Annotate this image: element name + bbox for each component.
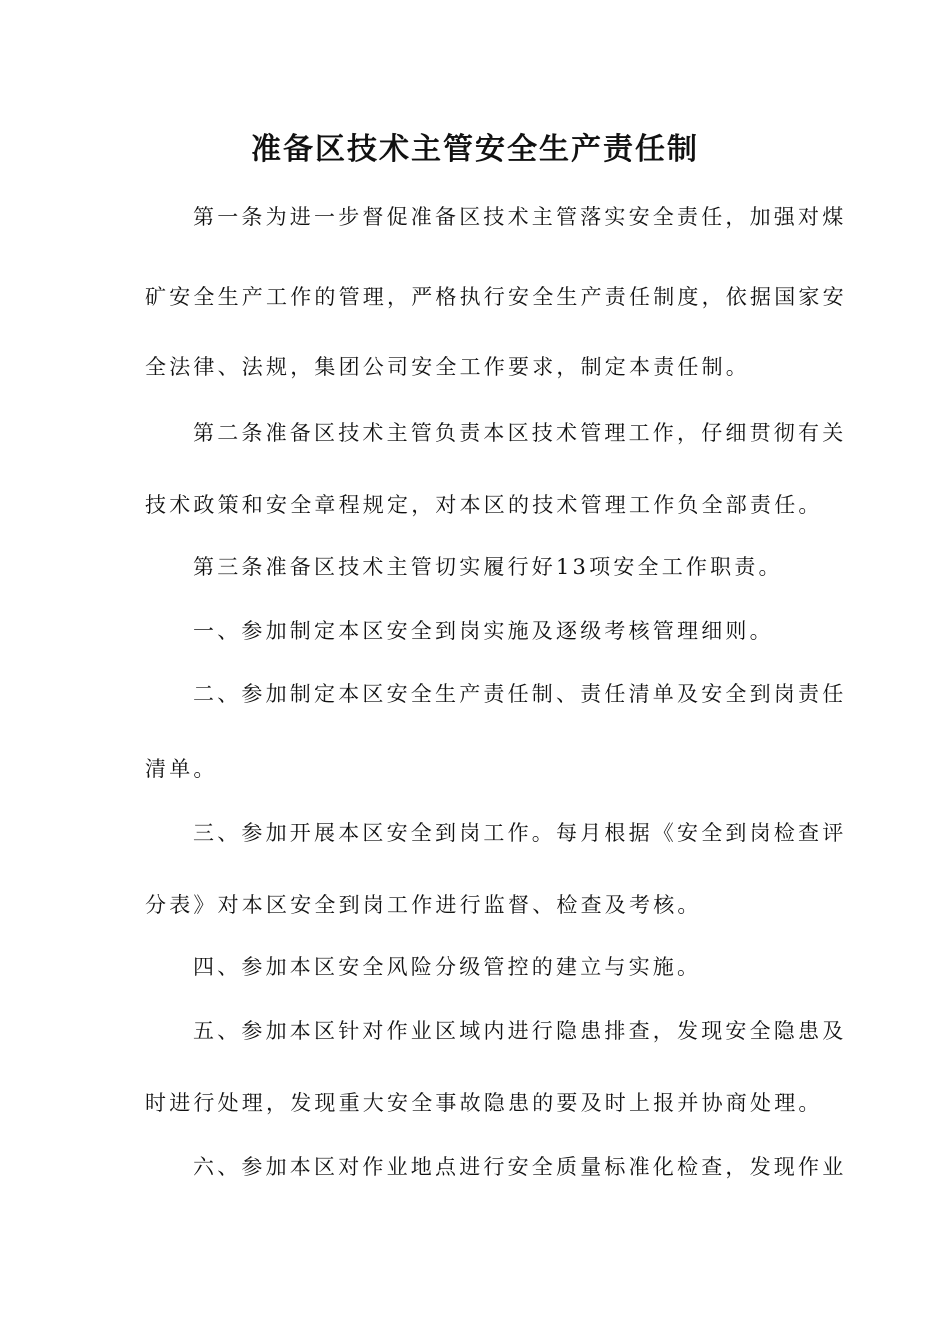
- paragraph-line: 分表》对本区安全到岗工作进行监督、检查及考核。: [145, 893, 702, 917]
- paragraph-line: 矿安全生产工作的管理，严格执行安全生产责任制度，依据国家安: [145, 285, 847, 309]
- paragraph-line: 全法律、法规，集团公司安全工作要求，制定本责任制。: [145, 355, 750, 379]
- paragraph-line: 四、参加本区安全风险分级管控的建立与实施。: [193, 955, 702, 979]
- paragraph-line: 技术政策和安全章程规定，对本区的技术管理工作负全部责任。: [145, 493, 823, 517]
- paragraph-line: 六、参加本区对作业地点进行安全质量标准化检查，发现作业: [193, 1155, 847, 1179]
- paragraph-line: 一、参加制定本区安全到岗实施及逐级考核管理细则。: [193, 619, 774, 643]
- paragraph-line: 二、参加制定本区安全生产责任制、责任清单及安全到岗责任: [193, 682, 847, 706]
- paragraph-line: 第一条为进一步督促准备区技术主管落实安全责任，加强对煤: [193, 205, 847, 229]
- paragraph-line: 三、参加开展本区安全到岗工作。每月根据《安全到岗检查评: [193, 821, 847, 845]
- paragraph-line: 第二条准备区技术主管负责本区技术管理工作，仔细贯彻有关: [193, 421, 847, 445]
- paragraph-line: 五、参加本区针对作业区域内进行隐患排查，发现安全隐患及: [193, 1019, 847, 1043]
- document-title: 准备区技术主管安全生产责任制: [251, 132, 699, 167]
- paragraph-line: 时进行处理，发现重大安全事故隐患的要及时上报并协商处理。: [145, 1091, 823, 1115]
- paragraph-line: 清单。: [145, 757, 218, 781]
- paragraph-line: 第三条准备区技术主管切实履行好13项安全工作职责。: [193, 555, 783, 579]
